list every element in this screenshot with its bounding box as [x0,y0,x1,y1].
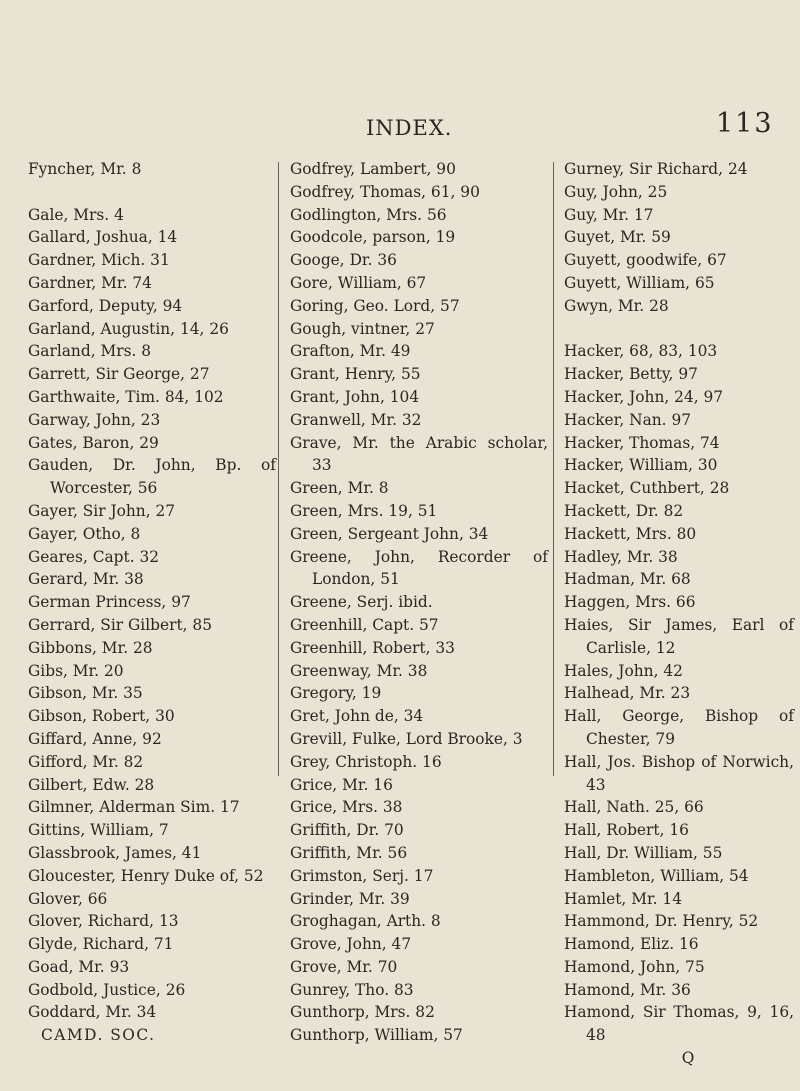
index-entry: Googe, Dr. 36 [290,251,397,270]
index-entry: Greenway, Mr. 38 [290,661,428,680]
index-entry: Gerrard, Sir Gilbert, 85 [28,615,213,634]
index-entry: Grafton, Mr. 49 [290,342,411,361]
index-entry: Green, Mr. 8 [290,479,389,498]
index-entry: Glyde, Richard, 71 [28,935,174,954]
index-entry: Garland, Mrs. 8 [28,342,152,361]
index-entry: Guyett, goodwife, 67 [564,251,727,270]
index-column-3 [564,158,794,1070]
index-entry: Gauden, Dr. John, Bp. of Worcester, 56 [28,456,276,498]
index-entry: Garland, Augustin, 14, 26 [28,319,229,338]
index-entry: Grove, John, 47 [290,935,412,954]
index-entry: Hackett, Mrs. 80 [564,524,697,543]
index-entry: Gloucester, Henry Duke of, 52 [28,866,264,885]
index-entry: Grice, Mrs. 38 [290,798,403,817]
index-entry: Guyet, Mr. 59 [564,228,671,247]
index-entry: Gardner, Mich. 31 [28,251,170,270]
index-entry: Guy, Mr. 17 [564,205,654,224]
index-entry: Hacker, Thomas, 74 [564,433,720,452]
index-entry: Hamond, Mr. 36 [564,980,691,999]
index-entry: Gurney, Sir Richard, 24 [564,160,748,178]
index-entry: Grevill, Fulke, Lord Brooke, 3 [290,729,523,748]
index-entry: Glassbrook, James, 41 [28,843,202,862]
index-entry: Hacker, Betty, 97 [564,365,698,384]
index-entry: Hall, Robert, 16 [564,821,689,840]
index-entry: Gilmner, Alderman Sim. 17 [28,798,240,817]
index-entry: Hamond, Eliz. 16 [564,935,699,954]
index-entry: Glover, Richard, 13 [28,912,179,931]
index-entry: Gough, vintner, 27 [290,319,435,338]
index-entry: Griffith, Dr. 70 [290,821,404,840]
index-entry: Greene, Serj. ibid. [290,593,433,612]
index-entry: Gret, John de, 34 [290,707,424,726]
index-entry: Gore, William, 67 [290,273,427,292]
running-title: INDEX. [366,116,453,140]
index-entry: Hales, John, 42 [564,661,683,680]
index-entry: Gunthorp, Mrs. 82 [290,1003,435,1022]
index-entry: Hamond, Sir Thomas, 9, 16, 48 [564,1003,794,1045]
index-entry: Grimston, Serj. 17 [290,866,434,885]
index-entry: Gayer, Sir John, 27 [28,501,176,520]
index-entry: Gilbert, Edw. 28 [28,775,155,794]
index-entry: Hacker, 68, 83, 103 [564,342,718,361]
index-entry: Groghagan, Arth. 8 [290,912,441,931]
index-entry: Hall, Jos. Bishop of Norwich, 43 [564,752,794,794]
index-entry: Hadley, Mr. 38 [564,547,678,566]
index-entry: Gibson, Mr. 35 [28,684,143,703]
index-entry: Hamond, John, 75 [564,957,705,976]
index-entry: Goad, Mr. 93 [28,957,130,976]
index-entry: Hackett, Dr. 82 [564,501,684,520]
column-rule [278,162,279,776]
index-entry: Gunthorp, William, 57 [290,1026,463,1045]
index-entry: Hadman, Mr. 68 [564,570,691,589]
index-entry: Hammond, Dr. Henry, 52 [564,912,759,931]
index-entry: German Princess, 97 [28,593,191,612]
index-entry: Greenhill, Robert, 33 [290,638,455,657]
index-entry: Garrett, Sir George, 27 [28,365,210,384]
index-entry: Gallard, Joshua, 14 [28,228,178,247]
index-entry: Green, Sergeant John, 34 [290,524,489,543]
index-entry: Gardner, Mr. 74 [28,273,152,292]
index-entry: Godfrey, Thomas, 61, 90 [290,182,480,201]
index-entry: Hacker, John, 24, 97 [564,387,724,406]
index-entry: Guyett, William, 65 [564,273,715,292]
index-entry: Grave, Mr. the Arabic scholar, 33 [290,433,548,475]
index-entry: Hacket, Cuthbert, 28 [564,479,730,498]
index-entry: Guy, John, 25 [564,182,668,201]
index-entry: Gates, Baron, 29 [28,433,159,452]
index-entry: Griffith, Mr. 56 [290,843,408,862]
index-entry: Grant, Henry, 55 [290,365,421,384]
index-entry: Gayer, Otho, 8 [28,524,141,543]
index-entry: Grant, John, 104 [290,387,420,406]
index-entry: Hacker, Nan. 97 [564,410,692,429]
index-entry: Hall, Nath. 25, 66 [564,798,704,817]
index-entry: Fyncher, Mr. 8 [28,160,142,178]
index-entry: Hall, George, Bishop of Chester, 79 [564,707,794,748]
index-entry: Gibbons, Mr. 28 [28,638,153,657]
index-column-2 [290,158,548,1047]
index-entry: Godbold, Justice, 26 [28,980,186,999]
index-entry: Garford, Deputy, 94 [28,296,183,315]
index-entry: Grice, Mr. 16 [290,775,393,794]
index-entry: Garway, John, 23 [28,410,161,429]
index-entry: Hacker, William, 30 [564,456,718,475]
index-entry: Grinder, Mr. 39 [290,889,410,908]
index-entry: Gregory, 19 [290,684,382,703]
index-entry: Gunrey, Tho. 83 [290,980,414,999]
index-entry: Garthwaite, Tim. 84, 102 [28,387,224,406]
index-entry: Goodcole, parson, 19 [290,228,456,247]
index-entry: Hambleton, William, 54 [564,866,749,885]
index-entry: Granwell, Mr. 32 [290,410,422,429]
index-entry: Greenhill, Capt. 57 [290,615,439,634]
index-entry: Gibson, Robert, 30 [28,707,175,726]
index-entry: Giffard, Anne, 92 [28,729,162,748]
index-entry: Goring, Geo. Lord, 57 [290,296,460,315]
index-entry: Gwyn, Mr. 28 [564,296,669,315]
index-entry: Hamlet, Mr. 14 [564,889,682,908]
index-entry: Gale, Mrs. 4 [28,205,124,224]
index-entry: Greene, John, Recorder of London, 51 [290,547,548,589]
index-entry: Gibs, Mr. 20 [28,661,124,680]
signature-mark: CAMD. SOC. [41,1026,156,1045]
index-entry: Gifford, Mr. 82 [28,752,144,771]
index-entry: Hall, Dr. William, 55 [564,843,723,862]
index-entry: Halhead, Mr. 23 [564,684,691,703]
index-entry: Grove, Mr. 70 [290,957,398,976]
page-number: 113 [716,108,774,139]
index-entry: Haggen, Mrs. 66 [564,593,696,612]
column-rule [553,162,554,776]
signature-mark: Q [681,1049,695,1068]
index-entry: Geares, Capt. 32 [28,547,160,566]
index-column-1 [28,158,276,1047]
letter-gap [28,181,276,204]
index-entry: Grey, Christoph. 16 [290,752,442,771]
index-entry: Haies, Sir James, Earl of Carlisle, 12 [564,615,794,657]
index-entry: Gerard, Mr. 38 [28,570,144,589]
index-entry: Glover, 66 [28,889,108,908]
index-entry: Gittins, William, 7 [28,821,169,840]
letter-gap [564,318,794,341]
index-entry: Green, Mrs. 19, 51 [290,501,438,520]
index-entry: Godlington, Mrs. 56 [290,205,447,224]
index-entry: Godfrey, Lambert, 90 [290,160,456,178]
index-entry: Goddard, Mr. 34 [28,1003,157,1022]
